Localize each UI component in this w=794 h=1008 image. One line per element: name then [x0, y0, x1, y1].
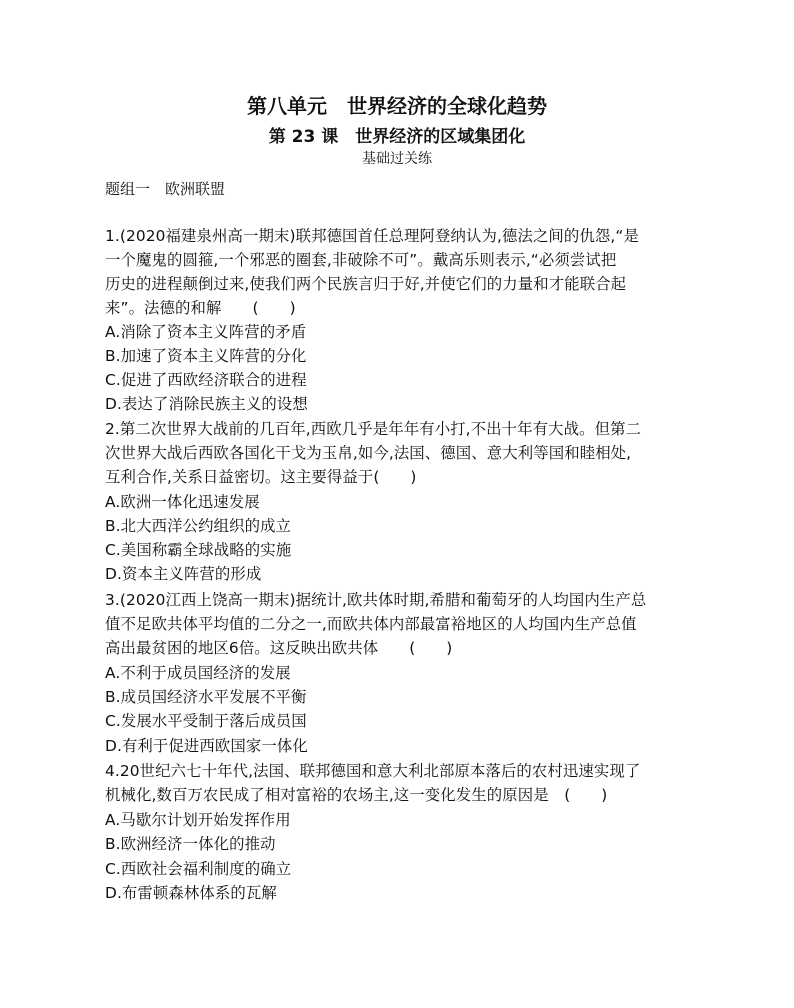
unit-title: 第八单元 世界经济的全球化趋势	[247, 94, 547, 118]
question-4-stem-line: 机械化,数百万农民成了相对富裕的农场主,这一变化发生的原因是 ( )	[105, 786, 608, 804]
question-1-option-d: D.表达了消除民族主义的设想	[105, 395, 308, 413]
question-2-stem-line: 互利合作,关系日益密切。这主要得益于( )	[105, 468, 417, 486]
question-1-stem-line: 一个魔鬼的圆箍,一个邪恶的圈套,非破除不可”。戴高乐则表示,“必须尝试把	[105, 251, 617, 269]
question-1-option-a: A.消除了资本主义阵营的矛盾	[105, 323, 307, 341]
question-2-option-a: A.欧洲一体化迅速发展	[105, 493, 260, 511]
question-4-option-b: B.欧洲经济一体化的推动	[105, 835, 276, 853]
question-1-stem-line: 1.(2020福建泉州高一期末)联邦德国首任总理阿登纳认为,德法之间的仇怨,“是	[105, 227, 639, 245]
question-3-option-d: D.有利于促进西欧国家一体化	[105, 737, 308, 755]
question-2-stem-line: 2.第二次世界大战前的几百年,西欧几乎是年年有小打,不出十年有大战。但第二	[105, 420, 642, 438]
question-3-option-c: C.发展水平受制于落后成员国	[105, 712, 307, 730]
question-2-option-c: C.美国称霸全球战略的实施	[105, 541, 292, 559]
question-1-option-c: C.促进了西欧经济联合的进程	[105, 371, 307, 389]
question-4-option-d: D.布雷顿森林体系的瓦解	[105, 884, 277, 902]
question-3-stem-line: 3.(2020江西上饶高一期末)据统计,欧共体时期,希腊和葡萄牙的人均国内生产总	[105, 591, 647, 609]
question-3-option-b: B.成员国经济水平发展不平衡	[105, 688, 307, 706]
lesson-title: 第 23 课 世界经济的区域集团化	[268, 127, 526, 147]
question-4-option-c: C.西欧社会福利制度的确立	[105, 860, 292, 878]
question-2-option-d: D.资本主义阵营的形成	[105, 565, 262, 583]
question-3-option-a: A.不利于成员国经济的发展	[105, 664, 291, 682]
question-1-stem-line: 来”。法德的和解 ( )	[105, 299, 296, 317]
question-3-stem-line: 高出最贫困的地区6倍。这反映出欧共体 ( )	[105, 639, 453, 657]
question-2-option-b: B.北大西洋公约组织的成立	[105, 517, 292, 535]
question-3-stem-line: 值不足欧共体平均值的二分之一,而欧共体内部最富裕地区的人均国内生产总值	[105, 615, 637, 633]
question-1-option-b: B.加速了资本主义阵营的分化	[105, 347, 307, 365]
question-2-stem-line: 次世界大战后西欧各国化干戈为玉帛,如今,法国、德国、意大利等国和睦相处,	[105, 444, 632, 462]
question-4-option-a: A.马歇尔计划开始发挥作用	[105, 811, 291, 829]
question-1-stem-line: 历史的进程颠倒过来,使我们两个民族言归于好,并使它们的力量和才能联合起	[105, 275, 627, 293]
section-subtitle: 基础过关练	[362, 151, 432, 167]
question-group-title: 题组一 欧洲联盟	[105, 180, 226, 198]
question-4-stem-line: 4.20世纪六七十年代,法国、联邦德国和意大利北部原本落后的农村迅速实现了	[105, 762, 641, 780]
